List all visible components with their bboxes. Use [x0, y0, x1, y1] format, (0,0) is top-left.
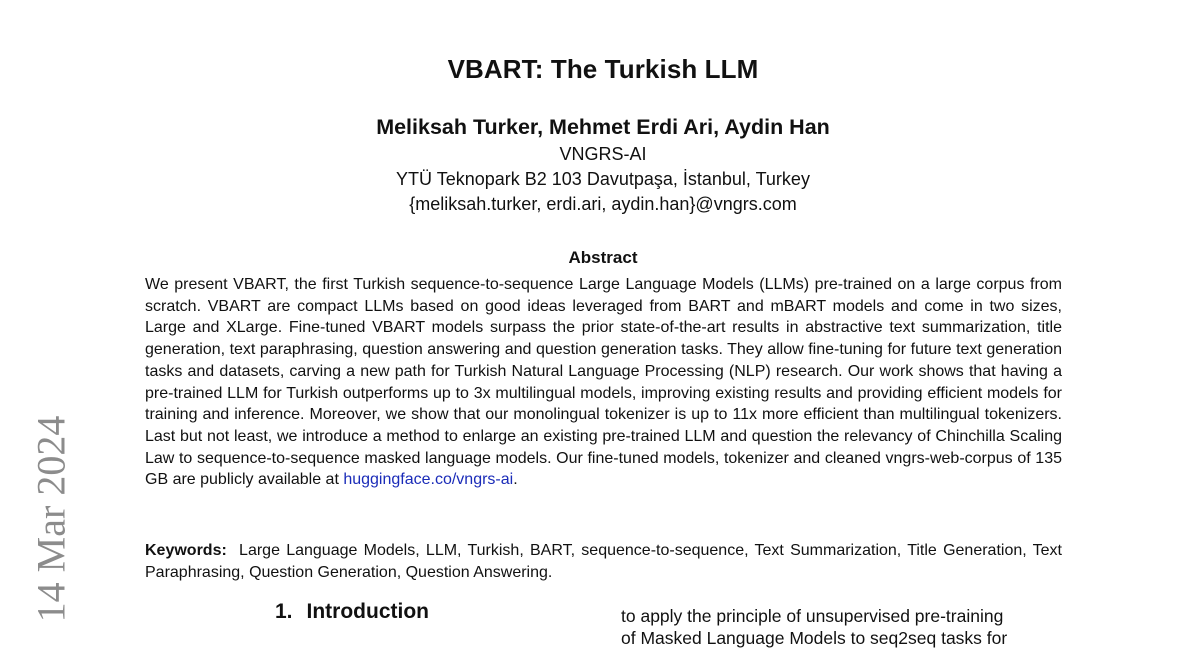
keywords-label: Keywords:: [145, 542, 227, 559]
paper-title: VBART: The Turkish LLM: [447, 54, 759, 84]
affiliation-org: VNGRS-AI: [559, 144, 647, 164]
keywords-section: [145, 540, 1062, 583]
affiliation-emails: {meliksah.turker, erdi.ari, aydin.han}@vngrs.com: [409, 194, 797, 214]
intro-line-1: to apply the principle of unsupervised pre-training: [621, 606, 1004, 626]
abstract-text: [145, 274, 1062, 491]
keywords-text: Large Language Models, LLM, Turkish, BART, sequence-to-sequence, Text Summarization, Title Generation, Text Paraphrasing, Question Generation, Question Answering.: [145, 542, 1062, 581]
arxiv-date-stamp: 14 Mar 2024: [28, 415, 74, 623]
intro-line-2: of Masked Language Models to seq2seq tasks for: [621, 628, 1008, 648]
intro-column-text: [621, 605, 1062, 649]
affiliation-address: YTÜ Teknopark B2 103 Davutpaşa, İstanbul, Turkey: [396, 169, 810, 189]
author-list: Meliksah Turker, Mehmet Erdi Ari, Aydin Han: [376, 115, 830, 139]
abstract-body-text: We present VBART, the first Turkish sequence-to-sequence Large Language Models (LLMs) pre-trained on a large corpus from scratch. VBART are compact LLMs based on good ideas leveraged from BART and mBART models and come in two sizes, Large and XLarge. Fine-tuned VBART models surpass the prior state-of-the-art results in abstractive text summarization, title generation, text paraphrasing, question answering and question generation tasks. They allow fine-tuning for future text generation tasks and datasets, carving a new path for Turkish Natural Language Processing (NLP) research. Our work shows that having a pre-trained LLM for Turkish outperforms up to 3x multilingual models, improving existing results and providing efficient models for training and inference. Moreover, we show that our monolingual tokenizer is up to 11x more efficient than multilingual tokenizers. Last but not least, we introduce a method to enlarge an existing pre-trained LLM and question the relevancy of Chinchilla Scaling Law to sequence-to-sequence masked language models. Our fine-tuned models, tokenizer and cleaned vngrs-web-corpus of 135 GB are publicly available at: [145, 276, 1062, 489]
abstract-heading: Abstract: [568, 248, 638, 267]
section-title: Introduction: [306, 600, 429, 623]
huggingface-link[interactable]: huggingface.co/vngrs-ai: [343, 471, 514, 489]
section-heading-introduction: [275, 600, 429, 624]
abstract-end-period: .: [513, 471, 518, 489]
section-number: 1.: [275, 600, 293, 623]
